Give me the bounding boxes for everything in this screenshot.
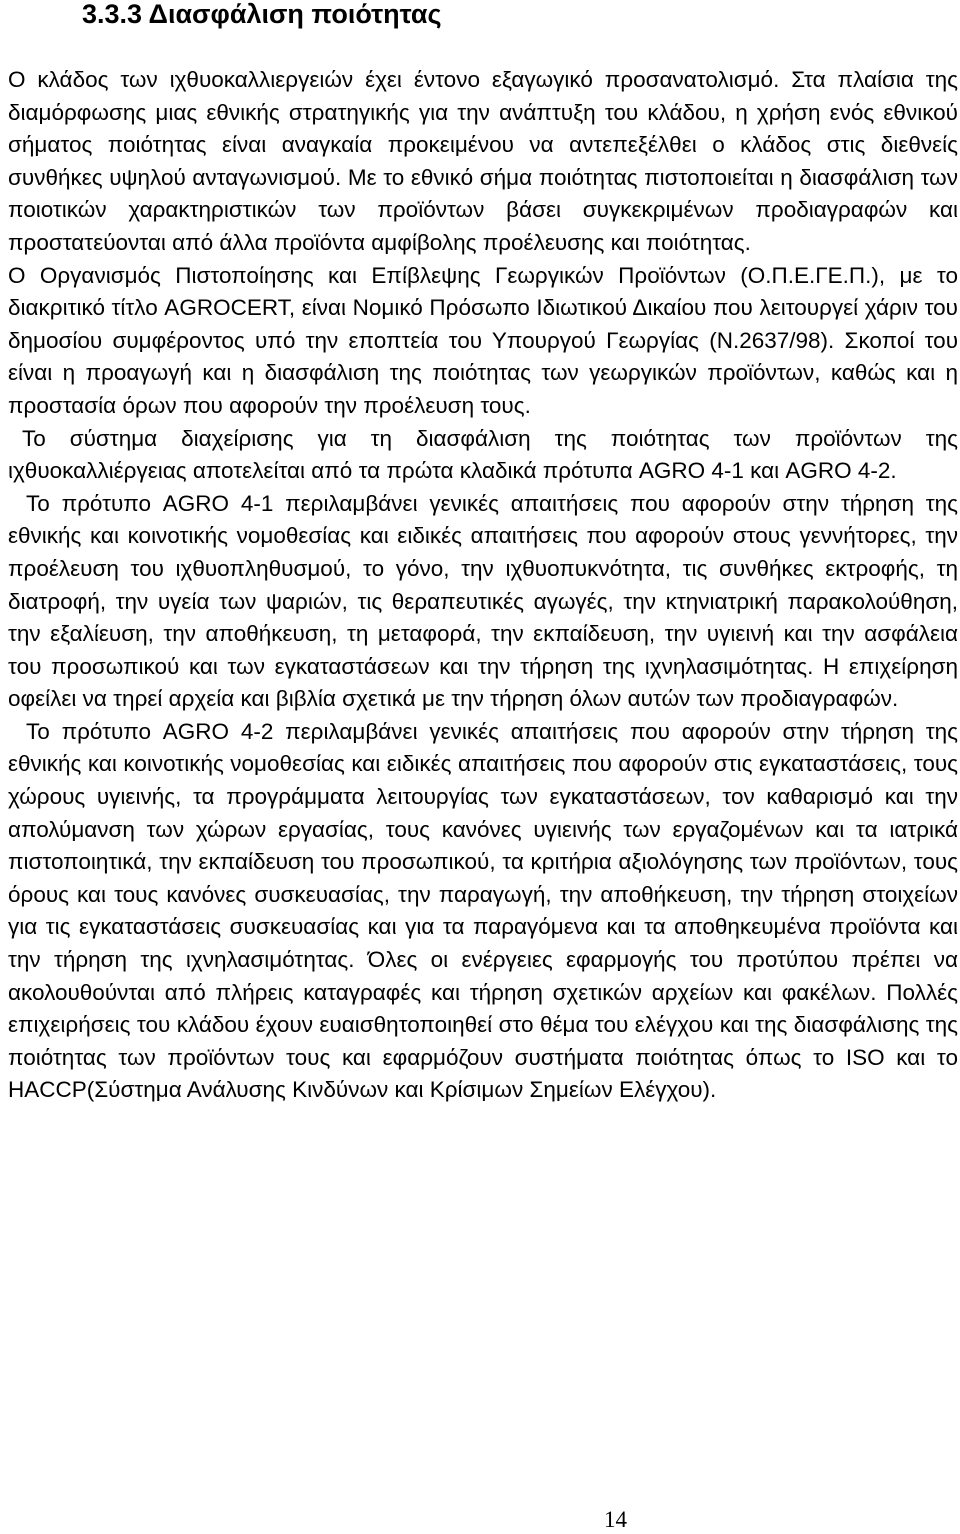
page-number: 14 [604,1507,627,1532]
section-heading: 3.3.3 Διασφάλιση ποιότητας [82,0,442,29]
paragraph-export-orientation: Ο κλάδος των ιχθυοκαλλιεργειών έχει έντονο εξαγωγικό προσανατολισμό. Στα πλαίσια της διαμόρφωσης μιας εθνικής στρατηγικής για την ανάπτυξη του κλάδου, η χρήση ενός εθνικού σήματος ποιότητας είναι αναγκαία προκειμένου να αντεπεξέλθει ο κλάδος στις διεθνείς συνθήκες υψηλού ανταγωνισμού. Με το εθνικό σήμα ποιότητας πιστοποιείται η διασφάλιση των ποιοτικών χαρακτηριστικών των προϊόντων βάσει συγκεκριμένων προδιαγραφών και προστατεύονται από άλλα προϊόντα αμφίβολης προέλευσης και ποιότητας. [8,67,958,255]
section-body [8,64,958,1107]
paragraph-agrocert: Ο Οργανισμός Πιστοποίησης και Επίβλεψης Γεωργικών Προϊόντων (Ο.Π.Ε.ΓΕ.Π.), με το διακριτικό τίτλο AGROCERT, είναι Νομικό Πρόσωπο Ιδιωτικού Δικαίου που λειτουργεί χάριν του δημοσίου συμφέροντος υπό την εποπτεία του Υπουργού Γεωργίας (Ν.2637/98). Σκοποί του είναι η προαγωγή και η διασφάλιση της ποιότητας των γεωργικών προϊόντων, καθώς και η προστασία όρων που αφορούν την προέλευση τους. [8,262,958,418]
paragraph-agro-4-1: Το πρότυπο AGRO 4-1 περιλαμβάνει γενικές απαιτήσεις που αφορούν στην τήρηση της εθνικής και κοινοτικής νομοθεσίας και ειδικές απαιτήσεις που αφορούν στους γεννήτορες, την προέλευση του ιχθυοπληθυσμού, το γόνο, την ιχθυοπυκνότητα, τις συνθήκες εκτροφής, τη διατροφή, την υγεία των ψαριών, τις θεραπευτικές αγωγές, την κτηνιατρική παρακολούθηση, την εξαλίευση, την αποθήκευση, τη μεταφορά, την εκπαίδευση, την υγιεινή και την ασφάλεια του προσωπικού και των εγκαταστάσεων και την τήρηση της ιχνηλασιμότητας. Η επιχείρηση οφείλει να τηρεί αρχεία και βιβλία σχετικά με την τήρηση όλων αυτών των προδιαγραφών. [8,490,958,712]
paragraph-agro-4-2: Το πρότυπο AGRO 4-2 περιλαμβάνει γενικές απαιτήσεις που αφορούν στην τήρηση της εθνικής και κοινοτικής νομοθεσίας και ειδικές απαιτήσεις που αφορούν στις εγκαταστάσεις, τους χώρους υγιεινής, τα προγράμματα λειτουργίας των εγκαταστάσεων, τον καθαρισμό και την απολύμανση των χώρων εργασίας, τους κανόνες υγιεινής των εργαζομένων και τα ιατρικά πιστοποιητικά, την εκπαίδευση του προσωπικού, τα κριτήρια αξιολόγησης των προϊόντων, τους όρους και τους κανόνες συσκευασίας, την παραγωγή, την αποθήκευση, την τήρηση στοιχείων για τις εγκαταστάσεις συσκευασίας και για τα παραγόμενα και τα αποθηκευμένα προϊόντα και την τήρηση της ιχνηλασιμότητας. Όλες οι ενέργειες εφαρμογής του προτύπου πρέπει να ακολουθούνται από πλήρεις καταγραφές και τήρηση σχετικών αρχείων και φακέλων. Πολλές επιχειρήσεις του κλάδου έχουν ευαισθητοποιηθεί στο θέμα του ελέγχου και της διασφάλισης της ποιότητας των προϊόντων τους και εφαρμόζουν συστήματα ποιότητας όπως το ISO και το HACCP(Σύστημα Ανάλυσης Κινδύνων και Κρίσιμων Σημείων Ελέγχου). [8,718,958,1103]
paragraph-management-system: Το σύστημα διαχείρισης για τη διασφάλιση της ποιότητας των προϊόντων της ιχθυοκαλλιέργειας αποτελείται από τα πρώτα κλαδικά πρότυπα AGRO 4-1 και AGRO 4-2. [8,425,958,484]
